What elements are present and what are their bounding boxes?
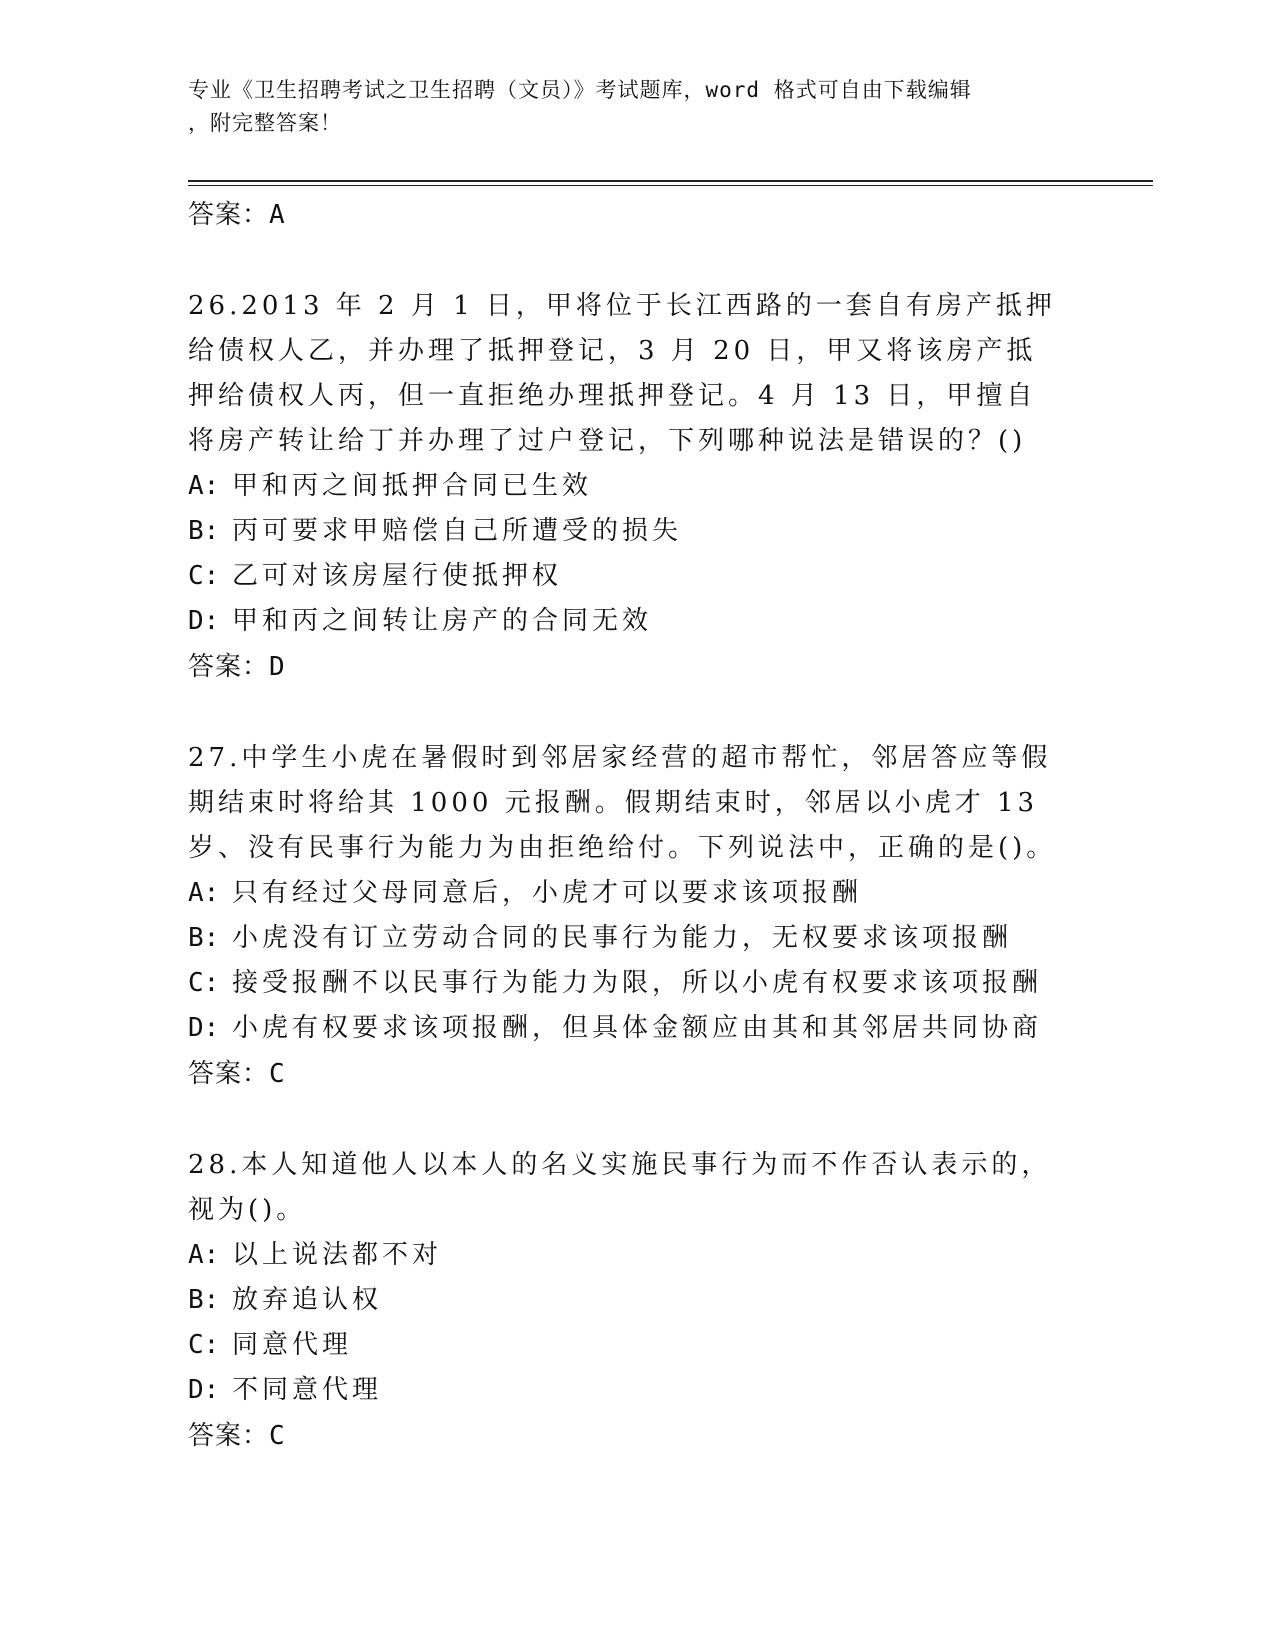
option-text: 甲和丙之间抵押合同已生效 <box>232 471 593 501</box>
spacer <box>188 1097 1088 1143</box>
question-block <box>188 736 1088 1097</box>
option-d <box>188 1368 1088 1413</box>
option-text: 同意代理 <box>232 1330 353 1360</box>
option-a <box>188 1233 1088 1278</box>
option-key: A: <box>188 878 220 908</box>
option-a <box>188 464 1088 509</box>
option-text: 丙可要求甲赔偿自己所遭受的损失 <box>232 516 683 546</box>
document-header: 专业《卫生招聘考试之卫生招聘（文员）》考试题库，word 格式可自由下载编辑 ，附完整答案！ <box>188 78 972 135</box>
question-text: 26.2013 年 2 月 1 日，甲将位于长江西路的一套自有房产抵押给债权人乙，并办理了抵押登记，3 月 20 日，甲又将该房产抵押给债权人丙，但一直拒绝办理抵押登记。4 月 13 日，甲擅自将房产转让给丁并办理了过户登记，下列哪种说法是错误的？() <box>188 291 1056 456</box>
option-b <box>188 509 1088 554</box>
option-text: 接受报酬不以民事行为能力为限，所以小虎有权要求该项报酬 <box>232 968 1043 998</box>
spacer <box>188 238 1088 284</box>
option-key: D: <box>188 606 220 636</box>
header-rule-thin <box>188 185 1153 186</box>
option-text: 放弃追认权 <box>232 1285 383 1315</box>
option-key: C: <box>188 561 220 591</box>
option-key: B: <box>188 923 220 953</box>
option-key: A: <box>188 471 220 501</box>
option-b <box>188 1278 1088 1323</box>
option-key: A: <box>188 1240 220 1270</box>
option-text: 甲和丙之间转让房产的合同无效 <box>232 606 653 636</box>
option-text: 不同意代理 <box>232 1375 383 1405</box>
option-key: D: <box>188 1375 220 1405</box>
answer-line: 答案：C <box>188 1421 286 1451</box>
option-c <box>188 961 1088 1006</box>
option-key: C: <box>188 1330 220 1360</box>
option-key: B: <box>188 1285 220 1315</box>
option-b <box>188 916 1088 961</box>
previous-answer: 答案：A <box>188 200 286 230</box>
option-text: 小虎没有订立劳动合同的民事行为能力，无权要求该项报酬 <box>232 923 1013 953</box>
question-list <box>188 192 1088 1459</box>
option-a <box>188 871 1088 916</box>
option-key: C: <box>188 968 220 998</box>
option-c <box>188 1323 1088 1368</box>
spacer <box>188 690 1088 736</box>
answer-line: 答案：D <box>188 652 286 682</box>
question-block <box>188 1143 1088 1459</box>
option-key: B: <box>188 516 220 546</box>
header-rule-thick <box>188 180 1153 182</box>
option-key: D: <box>188 1013 220 1043</box>
option-text: 小虎有权要求该项报酬，但具体金额应由其和其邻居共同协商 <box>232 1013 1043 1043</box>
option-d <box>188 1006 1088 1051</box>
question-text: 28.本人知道他人以本人的名义实施民事行为而不作否认表示的，视为()。 <box>188 1150 1052 1225</box>
answer-line: 答案：C <box>188 1059 286 1089</box>
option-text: 以上说法都不对 <box>232 1240 443 1270</box>
question-block <box>188 284 1088 690</box>
option-c <box>188 554 1088 599</box>
option-d <box>188 599 1088 644</box>
question-text: 27.中学生小虎在暑假时到邻居家经营的超市帮忙，邻居答应等假期结束时将给其 1000 元报酬。假期结束时，邻居以小虎才 13 岁、没有民事行为能力为由拒绝给付。下列说法中，正确的是()。 <box>188 743 1057 863</box>
option-text: 乙可对该房屋行使抵押权 <box>232 561 563 591</box>
option-text: 只有经过父母同意后，小虎才可以要求该项报酬 <box>232 878 863 908</box>
